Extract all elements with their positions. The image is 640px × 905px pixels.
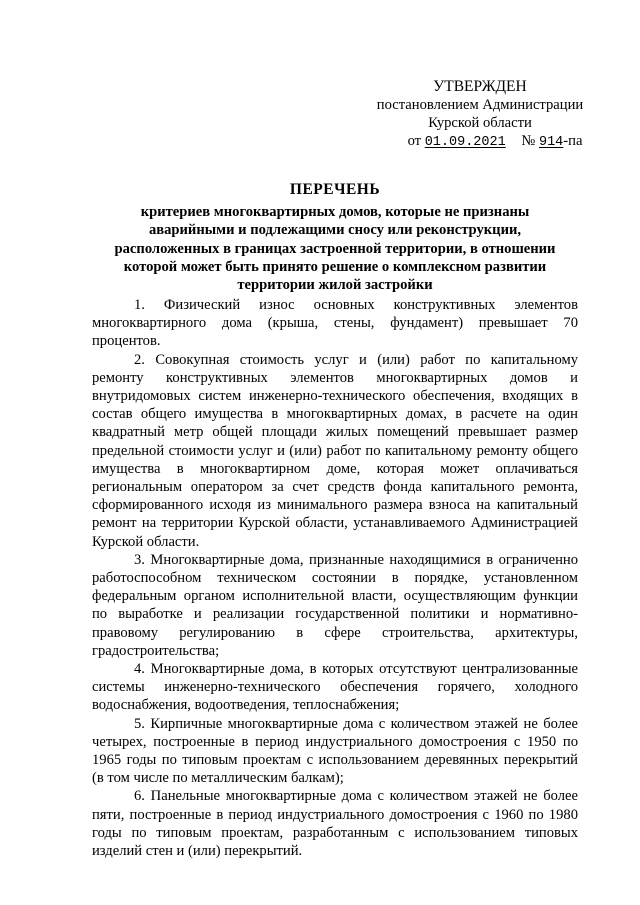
text-line: годы по типовым проектам, разработанным с использованием типовых (92, 824, 578, 841)
criteria-list (92, 296, 578, 860)
text-line: изделий стен и (или) перекрытий. (92, 843, 303, 860)
approval-date-line (390, 132, 600, 152)
subtitle-line: которой может быть принято решение о комплексном развитии (123, 258, 547, 275)
approval-line-1: постановлением Администрации (376, 97, 584, 113)
number-prefix: № (521, 133, 536, 149)
text-line: предельной стоимости услуг и (или) работ по капитальному ремонту общего (92, 442, 578, 459)
criterion-item-2 (92, 351, 578, 551)
text-line: 1. Физический износ основных конструктивных элементов (134, 297, 578, 313)
text-line: работоспособном техническом состоянии в порядке, установленном (92, 570, 578, 587)
text-line: внутридомовых систем инженерно-технического обеспечения, входящих в (92, 388, 578, 405)
text-line: имущества в многоквартирном доме, которая может оплачиваться (92, 460, 578, 477)
text-line: системы инженерно-технического обеспечения горячего, холодного (92, 679, 578, 696)
text-line: 5. Кирпичные многоквартирные дома с количеством этажей не более (134, 715, 578, 732)
approval-heading: УТВЕРЖДЕН (433, 78, 527, 95)
subtitle-line: территории жилой застройки (237, 277, 433, 294)
subtitle-line: критериев многоквартирных домов, которые не признаны (140, 204, 530, 221)
text-line: 2. Совокупная стоимость услуг и (или) работ по капитальному (134, 351, 578, 368)
criterion-item-1 (92, 296, 578, 351)
text-line: пяти, построенные в период индустриального домостроения с 1960 по 1980 (92, 806, 578, 823)
text-line: состав общего имущества в многоквартирных домах, в расчете на один (92, 406, 578, 423)
text-line: правовому регулированию в сфере строительства, архитектуры, (92, 624, 578, 641)
text-line: региональным оператором за счет средств фонда капитального ремонта, (92, 479, 578, 496)
document-title: ПЕРЕЧЕНЬ (289, 181, 381, 198)
criterion-item-3 (92, 551, 578, 660)
text-line: процентов. (92, 333, 161, 350)
text-line: сформированного исходя из минимального размера взноса на капитальный (92, 497, 578, 514)
text-line: 4. Многоквартирные дома, в которых отсутствуют централизованные (134, 661, 578, 678)
subtitle-line: аварийными и подлежащими сносу или реконструкции, (148, 222, 522, 239)
approval-line-2: Курской области (428, 115, 532, 131)
number-suffix: -па (563, 133, 583, 149)
subtitle-line: расположенных в границах застроенной территории, в отношении (114, 240, 556, 257)
text-line: по выработке и реализации государственной политики и нормативно- (92, 606, 578, 623)
text-line: федеральным органом исполнительной власти, осуществляющим функции (92, 588, 578, 605)
text-line: ремонту конструктивных элементов многоквартирных домов и (92, 369, 578, 386)
criterion-item-4 (92, 660, 578, 715)
document-title-block (90, 181, 580, 294)
text-line: многоквартирного дома (крыша, стены, фундамент) превышает 70 (92, 315, 578, 332)
text-line: четырех, построенные в период индустриального домостроения с 1950 по (92, 733, 578, 750)
criterion-item-6 (92, 787, 578, 860)
text-line: (в том числе по металлическим балкам); (92, 770, 344, 787)
approval-stamp (360, 78, 600, 152)
text-line: 1965 годы по типовым проектам с использованием деревянных перекрытий (92, 752, 578, 769)
text-line: Курской области. (92, 533, 200, 550)
approval-number: 914 (538, 135, 564, 150)
text-line: 6. Панельные многоквартирные дома с количеством этажей не более (134, 788, 578, 805)
criterion-item-5 (92, 715, 578, 788)
text-line: ремонт на территории Курской области, устанавливаемого Администрацией (92, 515, 578, 532)
text-line: квадратный метр общей площади жилых помещений превышает размер (92, 424, 578, 441)
date-prefix: от (407, 133, 422, 149)
text-line: градостроительства; (92, 642, 220, 659)
approval-date: 01.09.2021 (424, 135, 506, 150)
text-line: водоснабжения, водоотведения, теплоснабжения; (92, 697, 400, 714)
text-line: 3. Многоквартирные дома, признанные находящимися в ограниченно (134, 551, 578, 568)
